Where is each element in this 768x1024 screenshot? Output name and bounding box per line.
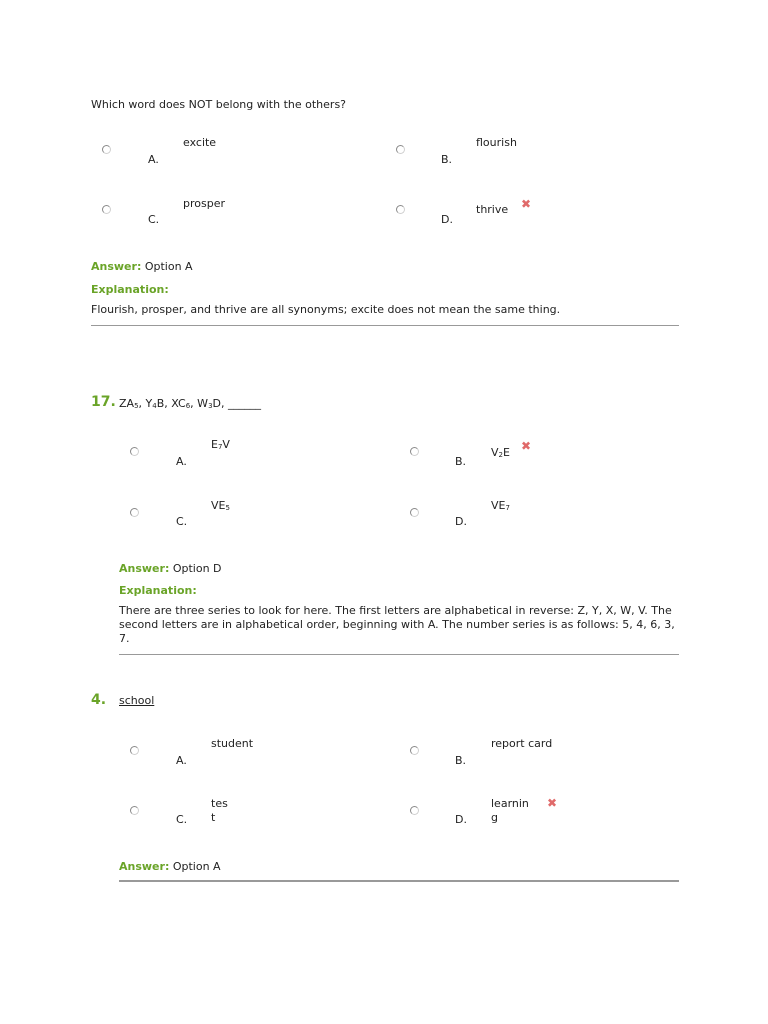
option-letter: D. [455,515,467,528]
option-letter: A. [176,754,187,767]
option-letter: A. [148,153,159,166]
radio-q4-d[interactable] [410,806,419,815]
option-letter: C. [176,813,188,826]
question-4-text: school [119,694,155,707]
option-text: prosper [183,197,225,210]
divider [91,325,679,326]
radio-q17-b[interactable] [410,447,419,456]
option-text: learnin g [491,797,529,824]
radio-q17-d[interactable] [410,508,419,517]
option-text: report card [491,737,553,750]
question-17-text: $ZA_5$, $Y_4B$, $XC_6$, $W_3D$, ______ [119,397,262,410]
explanation-label: Explanation: [119,584,197,597]
answer-value: Option D [172,562,222,575]
radio-q1-d[interactable] [396,205,405,214]
wrong-answer-icon: ✖ [521,197,532,211]
option-text: $VE_5$ [211,499,230,512]
option-text: $E_7V$ [211,438,230,451]
radio-q17-c[interactable] [130,508,139,517]
answer-label: Answer: [91,260,142,273]
option-letter: D. [455,813,467,826]
option-text: student [211,737,254,750]
option-text: $VE_7$ [491,499,510,512]
explanation-text: There are three series to look for here. The first letters are alphabetical in reverse: Z, Y, X, W, V. The second letters are in alphabetical order, beginning with A. The number series is as follows: 5, 4, 6, 3, 7. [119,604,675,645]
answer-value: Option A [144,260,193,273]
option-letter: A. [176,455,187,468]
radio-q1-c[interactable] [102,205,111,214]
option-text: $V_2E$ [491,446,510,459]
answer-line-q4 [119,860,221,873]
option-text: excite [183,136,217,149]
radio-q1-a[interactable] [102,145,111,154]
option-letter: C. [148,213,160,226]
radio-q4-a[interactable] [130,746,139,755]
radio-q4-c[interactable] [130,806,139,815]
option-letter: B. [441,153,453,166]
divider [119,654,679,655]
explanation-label: Explanation: [91,283,169,296]
option-letter: C. [176,515,188,528]
option-text: flourish [476,136,517,149]
option-letter: D. [441,213,453,226]
option-letter: B. [455,455,467,468]
radio-q1-b[interactable] [396,145,405,154]
answer-line-q17 [119,562,222,575]
question-number: 4. [91,692,107,708]
question-1-text: Which word does NOT belong with the others? [91,98,347,111]
radio-q4-b[interactable] [410,746,419,755]
wrong-answer-icon: ✖ [547,796,558,810]
option-text: tes t [211,797,228,824]
answer-label: Answer: [119,562,170,575]
explanation-text: Flourish, prosper, and thrive are all synonyms; excite does not mean the same thing. [91,303,561,316]
question-number: 17. [91,394,116,410]
divider [119,880,679,882]
answer-value: Option A [172,860,221,873]
answer-line-q1 [91,260,193,273]
wrong-answer-icon: ✖ [521,439,532,453]
answer-label: Answer: [119,860,170,873]
option-text: thrive [476,203,509,216]
option-letter: B. [455,754,467,767]
radio-q17-a[interactable] [130,447,139,456]
